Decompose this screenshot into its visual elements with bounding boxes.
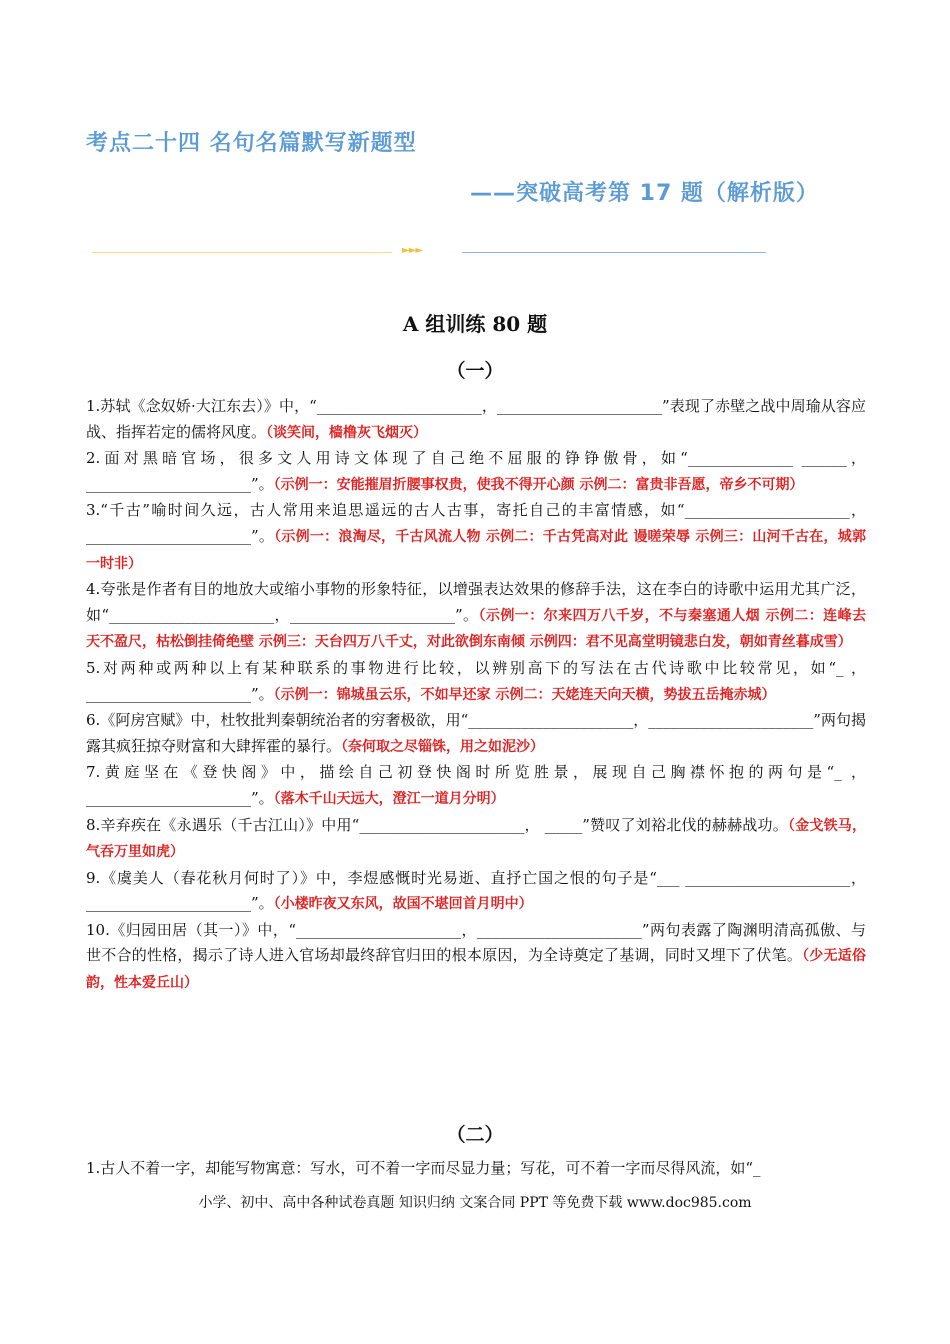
answer-text: （示例一：锦城虽云乐，不如早还家 示例二：天姥连天向天横，势拔五岳掩赤城）: [273, 686, 776, 703]
question-text: 1.古人不着一字，却能写物寓意：写水，可不着一字而尽显力量；写花，可不着一字而尽得风流，如“_: [86, 1159, 761, 1177]
document-subtitle: ——突破高考第 17 题（解析版）: [470, 181, 819, 206]
question-text: 2.面对黑暗官场，很多文人用诗文体现了自己绝不屈服的铮铮傲骨，如“______________ ______，______________________”。: [86, 449, 866, 493]
answer-text: （小楼昨夜又东风，故国不堪回首月明中）: [273, 896, 533, 913]
question-text: 9.《虞美人（春花秋月何时了）》中，李煜感慨时光易逝、直抒亡国之恨的句子是“___ ______________________，______________________”。: [86, 868, 866, 913]
document-title: 考点二十四 名句名篇默写新题型: [86, 131, 417, 156]
question-item: [86, 394, 866, 446]
section-1-questions: [86, 394, 866, 997]
question-item: [86, 577, 866, 656]
answer-text: （奈何取之尽锱铢，用之如泥沙）: [341, 738, 545, 755]
question-item: [86, 1156, 866, 1182]
page-footer: 小学、初中、高中各种试卷真题 知识归纳 文案合同 PPT 等免费下载 www.doc985.com: [198, 1195, 752, 1211]
section-title-2: （二）: [446, 1124, 504, 1146]
arrows-icon: ►►►: [402, 245, 423, 256]
question-text: 5.对两种或两种以上有某种联系的事物进行比较，以辨别高下的写法在古代诗歌中比较常见，如“_ ，______________________”。: [86, 658, 866, 703]
answer-text: （落木千山天远大，澄江一道月分明）: [273, 790, 505, 807]
answer-text: （示例一：安能摧眉折腰事权贵，使我不得开心颜 示例二：富贵非吾愿，帝乡不可期）: [273, 476, 804, 493]
question-text: 1.苏轼《念奴娇·大江东去）》中，“______________________，______________________”表现了赤壁之战中周瑜从容应战、指挥若定的儒将风度。: [86, 397, 866, 441]
answer-text: （示例一：浪淘尽，千古风流人物 示例二：千古凭高对此 谩嗟荣辱 示例三：山河千古在，城郭一时非）: [86, 528, 867, 572]
answer-text: （示例一：尔来四万八千岁，不与秦塞通人烟 示例二：连峰去天不盈尺，枯松倒挂倚绝壁 示例三：天台四万八千丈，对此欲倒东南倾 示例四：君不见高堂明镜悲白发，朝如青丝暮成雪）: [86, 607, 867, 651]
question-text: 3.“千古”喻时间久远，古人常用来追思遥远的古人古事，寄托自己的丰富情感，如“______________________，______________________”。: [86, 501, 866, 545]
question-text: 8.辛弃疾在《永遇乐（千古江山）》中用“______________________， _____”赞叹了刘裕北伐的赫赫战功。: [86, 815, 788, 834]
group-title: A 组训练 80 题: [402, 312, 548, 336]
question-text: 10.《归园田居（其一）》中，“______________________，______________________”两句表露了陶渊明清高孤傲、与世不合的性格，揭示了诗人进入官场却最终辞官归田的根本原因，为全诗奠定了基调，同时又埋下了伏笔。: [86, 920, 866, 965]
question-text: 7.黄庭坚在《登快阁》中，描绘自己初登快阁时所览胜景，展现自己胸襟怀抱的两句是“_ ，______________________”。: [86, 763, 866, 807]
question-item: [86, 813, 866, 866]
divider-right: [462, 252, 766, 253]
section-2-questions: [86, 1156, 866, 1182]
question-item: [86, 656, 866, 708]
question-item: [86, 866, 866, 918]
answer-text: （少无适俗韵，性本爱丘山）: [86, 948, 867, 992]
question-item: [86, 760, 866, 812]
question-text: 4.夸张是作者有目的地放大或缩小事物的形象特征，以增强表达效果的修辞手法，这在李白的诗歌中运用尤其广泛，如“______________________，______________________”。: [86, 580, 866, 624]
question-item: [86, 498, 866, 577]
section-title-1: （一）: [446, 360, 504, 382]
question-item: [86, 918, 866, 997]
answer-text: （谈笑间，樯橹灰飞烟灭）: [266, 424, 428, 441]
divider-left: [92, 252, 392, 253]
answer-text: （金戈铁马，气吞万里如虎）: [86, 817, 867, 861]
question-text: 6.《阿房宫赋》中，杜牧批判秦朝统治者的穷奢极欲，用“______________________，______________________”两句揭露其疯狂掠夺财富和大肆挥霍的暴行。: [86, 711, 866, 755]
question-item: [86, 708, 866, 760]
question-item: [86, 446, 866, 498]
